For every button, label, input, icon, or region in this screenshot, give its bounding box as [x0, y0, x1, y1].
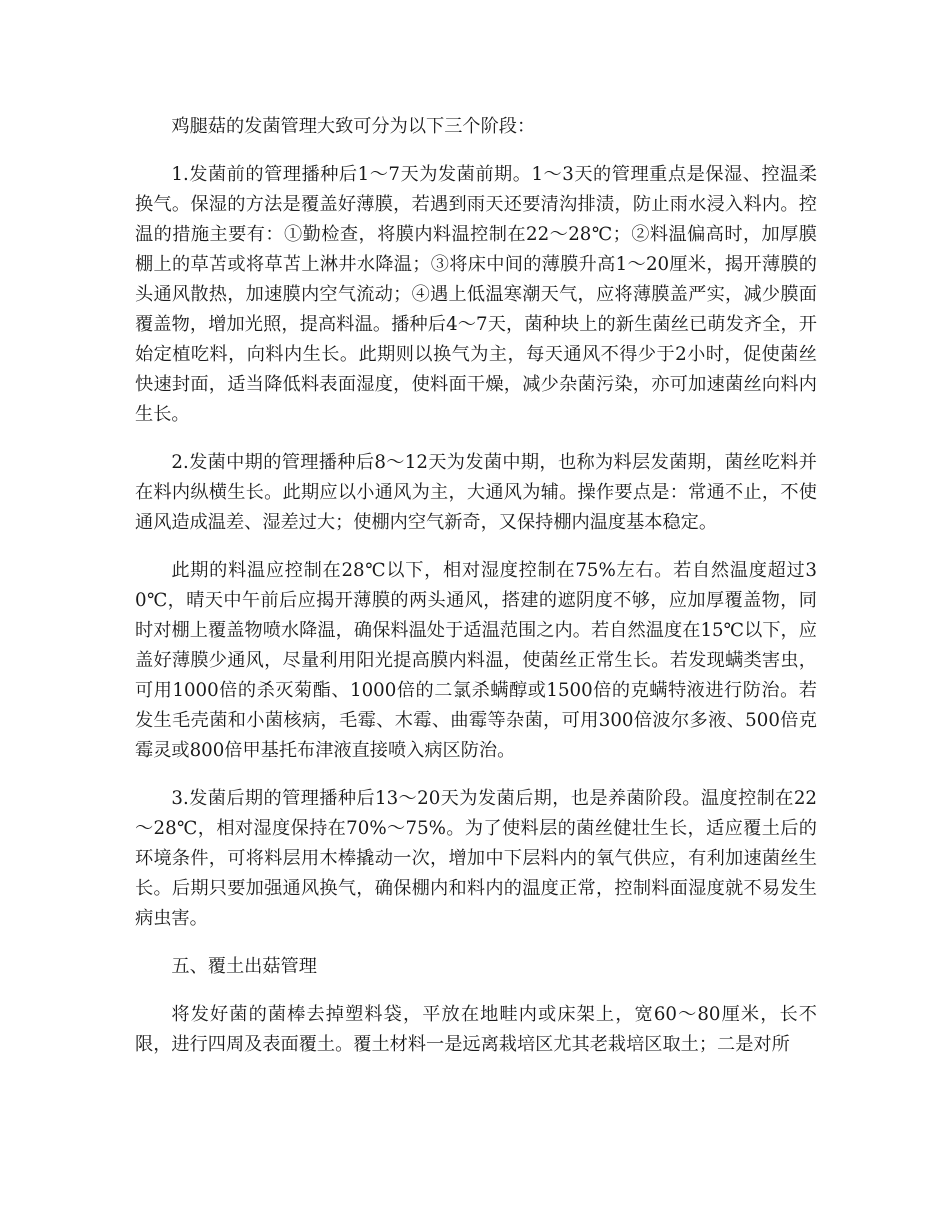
paragraph-casing: 将发好菌的菌棒去掉塑料袋，平放在地畦内或床架上，宽60～80厘米，长不限，进行四周及表面覆土。覆土材料一是远离栽培区尤其老栽培区取土；二是对所 [135, 1004, 817, 1055]
paragraph-middle-stage: 2.发菌中期的管理播种后8～12天为发菌中期，也称为料层发菌期，菌丝吃料并在料内纵横生长。此期应以小通风为主，大通风为辅。操作要点是：常通不止，不使通风造成温差、湿差过大；使棚内空气新奇，又保持棚内温度基本稳定。 [135, 452, 817, 533]
section-heading-casing: 五、覆土出菇管理 [171, 956, 317, 977]
paragraph-late-stage: 3.发菌后期的管理播种后13～20天为发菌后期，也是养菌阶段。温度控制在22～28℃，相对湿度保持在70%～75%。为了使料层的菌丝健壮生长，适应覆土后的环境条件，可将料层用木棒撬动一次，增加中下层料内的氧气供应，有利加速菌丝生长。后期只要加强通风换气，确保棚内和料内的温度正常，控制料面湿度就不易发生病虫害。 [135, 788, 817, 929]
paragraph-early-stage: 1.发菌前的管理播种后1～7天为发菌前期。1～3天的管理重点是保湿、控温柔换气。保湿的方法是覆盖好薄膜，若遇到雨天还要清沟排渍，防止雨水浸入料内。控温的措施主要有：①勤检查，将膜内料温控制在22～28℃；②料温偏高时，加厚膜棚上的草苫或将草苫上淋井水降温；③将床中间的薄膜升高1～20厘米，揭开薄膜的头通风散热，加速膜内空气流动；④遇上低温寒潮天气，应将薄膜盖严实，减少膜面覆盖物，增加光照，提高料温。播种后4～7天，菌种块上的新生菌丝已萌发齐全，开始定植吃料，向料内生长。此期则以换气为主，每天通风不得少于2小时，促使菌丝快速封面，适当降低料表面湿度，使料面干燥，减少杂菌污染，亦可加速菌丝向料内生长。 [135, 164, 817, 425]
paragraph-intro: 鸡腿菇的发菌管理大致可分为以下三个阶段： [171, 116, 536, 137]
document-body [135, 112, 817, 1078]
paragraph-middle-stage-details: 此期的料温应控制在28℃以下，相对湿度控制在75%左右。若自然温度超过30℃，晴天中午前后应揭开薄膜的两头通风，搭建的遮阴度不够，应加厚覆盖物，同时对棚上覆盖物喷水降温，确保料温处于适温范围之内。若自然温度在15℃以下，应盖好薄膜少通风，尽量利用阳光提高膜内料温，使菌丝正常生长。若发现螨类害虫，可用1000倍的杀灭菊酯、1000倍的二氯杀螨醇或1500倍的克螨特液进行防治。若发生毛壳菌和小菌核病，毛霉、木霉、曲霉等杂菌，可用300倍波尔多液、500倍克霉灵或800倍甲基托布津液直接喷入病区防治。 [135, 560, 817, 761]
